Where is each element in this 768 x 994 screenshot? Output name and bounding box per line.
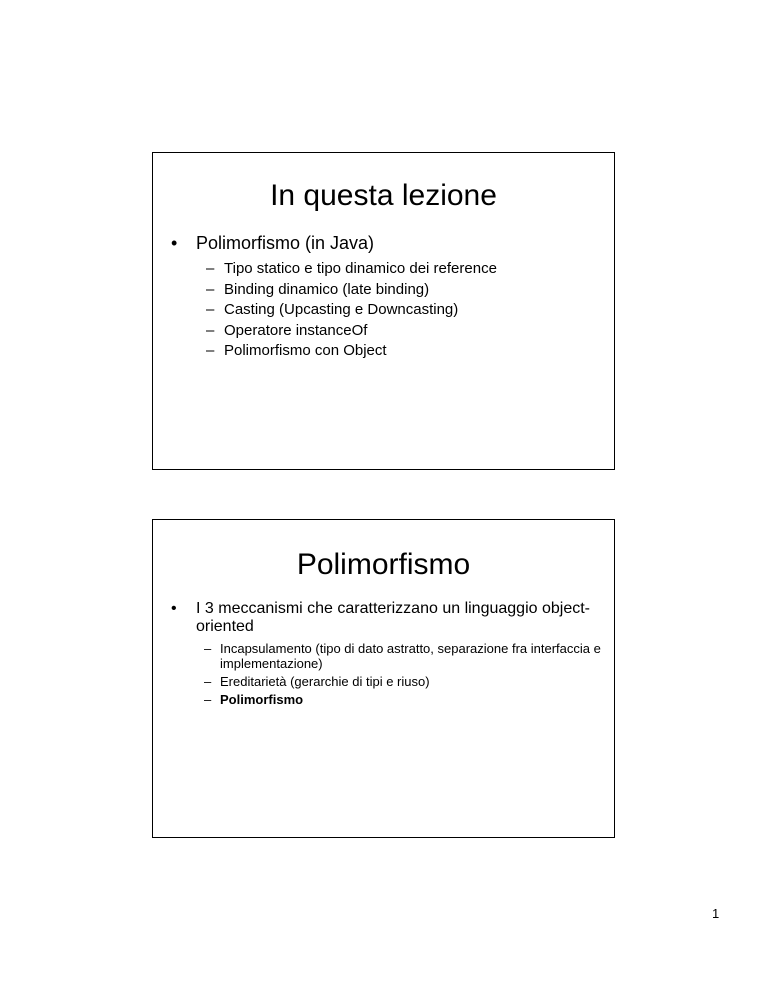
sub-bullet-text: Operatore instanceOf: [224, 321, 368, 339]
sub-bullet-item: [204, 692, 604, 707]
sub-bullet-list: [204, 641, 604, 707]
sub-bullet-text: Incapsulamento (tipo di dato astratto, separazione fra interfaccia e implementazione): [220, 641, 601, 671]
dash-marker: –: [206, 280, 215, 298]
sub-bullet-text: Casting (Upcasting e Downcasting): [224, 301, 459, 318]
sub-bullet-text: Polimorfismo con Object: [224, 342, 387, 359]
sub-bullet-text: Binding dinamico (late binding): [224, 280, 430, 298]
dash-marker: –: [206, 321, 215, 339]
slide-2: [152, 519, 615, 838]
sub-bullet-text: Tipo statico e tipo dinamico dei reference: [224, 260, 497, 277]
bullet-text: I 3 meccanismi che caratterizzano un linguaggio object-oriented: [196, 600, 590, 635]
dash-marker: –: [206, 260, 215, 277]
sub-bullet-item: [206, 341, 604, 362]
dash-marker: –: [204, 641, 212, 656]
page-number: 1: [712, 906, 720, 921]
sub-bullet-text: Polimorfismo: [220, 692, 304, 707]
sub-bullet-item: [206, 300, 604, 321]
sub-bullet-item: [204, 674, 604, 689]
bullet-item: [171, 231, 604, 362]
sub-bullet-item: [206, 259, 604, 280]
bullet-marker: •: [171, 600, 177, 617]
bullet-list: [171, 600, 604, 710]
dash-marker: –: [204, 674, 212, 689]
slide-1: [152, 152, 615, 470]
slide-title: In questa lezione: [270, 179, 497, 212]
sub-bullet-list: [206, 259, 604, 362]
slide-title: Polimorfismo: [296, 548, 471, 581]
dash-marker: –: [206, 342, 215, 359]
sub-bullet-text: Ereditarietà (gerarchie di tipi e riuso): [220, 674, 430, 689]
sub-bullet-item: [206, 280, 604, 301]
dash-marker: –: [206, 301, 215, 318]
bullet-list: [171, 231, 604, 362]
dash-marker: –: [204, 692, 212, 707]
bullet-item: [171, 600, 604, 707]
bullet-marker: •: [171, 233, 178, 253]
bullet-text: Polimorfismo (in Java): [196, 233, 375, 253]
sub-bullet-item: [204, 641, 604, 671]
sub-bullet-item: [206, 321, 604, 342]
